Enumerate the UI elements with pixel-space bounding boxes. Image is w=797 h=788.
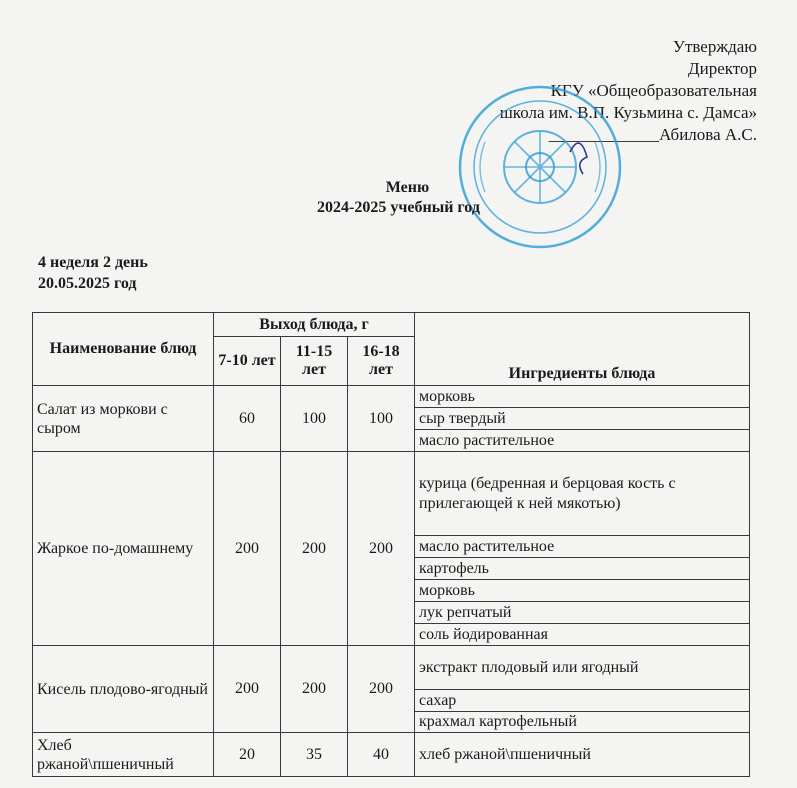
- ingredient-cell: курица (бедренная и берцовая кость с прилегающей к ней мякотью): [415, 452, 750, 536]
- header-ingredients: Ингредиенты блюда: [415, 313, 750, 386]
- ingredient-cell: экстракт плодовый или ягодный: [415, 646, 750, 690]
- portion-value-age-group-3: 100: [348, 386, 415, 452]
- approval-line: Утверждаю: [672, 37, 757, 56]
- portion-value-age-group-2: 200: [281, 452, 348, 646]
- portion-value-age-group-2: 100: [281, 386, 348, 452]
- portion-value-age-group-1: 200: [214, 452, 281, 646]
- ingredient-cell: лук репчатый: [415, 602, 750, 624]
- ingredient-cell: хлеб ржаной\пшеничный: [415, 733, 750, 777]
- ingredient-cell: картофель: [415, 558, 750, 580]
- dish-name: Жаркое по-домашнему: [33, 452, 214, 646]
- director-signature-line: _____________Абилова А.С.: [548, 125, 757, 144]
- ingredient-cell: сыр твердый: [415, 408, 750, 430]
- menu-table: [32, 312, 750, 777]
- ingredient-cell: морковь: [415, 580, 750, 602]
- ingredient-cell: морковь: [415, 386, 750, 408]
- header-output: Выход блюда, г: [214, 313, 415, 337]
- title-year: 2024-2025 учебный год: [317, 199, 480, 216]
- portion-value-age-group-3: 40: [348, 733, 415, 777]
- approval-line: КГУ «Общеобразовательная: [550, 81, 757, 100]
- portion-value-age-group-3: 200: [348, 452, 415, 646]
- ingredient-cell: соль йодированная: [415, 624, 750, 646]
- ingredient-cell: масло растительное: [415, 536, 750, 558]
- dish-name: Хлеб ржаной\пшеничный: [33, 733, 214, 777]
- table-row: [33, 646, 750, 690]
- ingredient-cell: сахар: [415, 690, 750, 712]
- portion-value-age-group-1: 20: [214, 733, 281, 777]
- menu-date: 20.05.2025 год: [38, 275, 137, 292]
- portion-value-age-group-1: 60: [214, 386, 281, 452]
- header-age-16-18: 16-18 лет: [348, 337, 415, 386]
- header-dish-name: Наименование блюд: [33, 313, 214, 386]
- header-age-11-15: 11-15 лет: [281, 337, 348, 386]
- dish-name: Салат из моркови с сыром: [33, 386, 214, 452]
- table-row: [33, 733, 750, 777]
- portion-value-age-group-3: 200: [348, 646, 415, 733]
- menu-table-body: [33, 386, 750, 777]
- page-title: [0, 178, 797, 218]
- week-day: 4 неделя 2 день: [38, 254, 148, 271]
- table-row: [33, 386, 750, 408]
- title-menu: Меню: [385, 179, 430, 196]
- dish-name: Кисель плодово-ягодный: [33, 646, 214, 733]
- portion-value-age-group-2: 35: [281, 733, 348, 777]
- ingredient-cell: масло растительное: [415, 430, 750, 452]
- header-age-7-10: 7-10 лет: [214, 337, 281, 386]
- portion-value-age-group-2: 200: [281, 646, 348, 733]
- portion-value-age-group-1: 200: [214, 646, 281, 733]
- table-row: [33, 452, 750, 536]
- ingredient-cell: крахмал картофельный: [415, 712, 750, 733]
- approval-line: Директор: [688, 59, 757, 78]
- school-seal-stamp: [455, 82, 625, 252]
- approval-line: школа им. В.П. Кузьмина с. Дамса»: [499, 103, 757, 122]
- week-day-info: [38, 252, 148, 294]
